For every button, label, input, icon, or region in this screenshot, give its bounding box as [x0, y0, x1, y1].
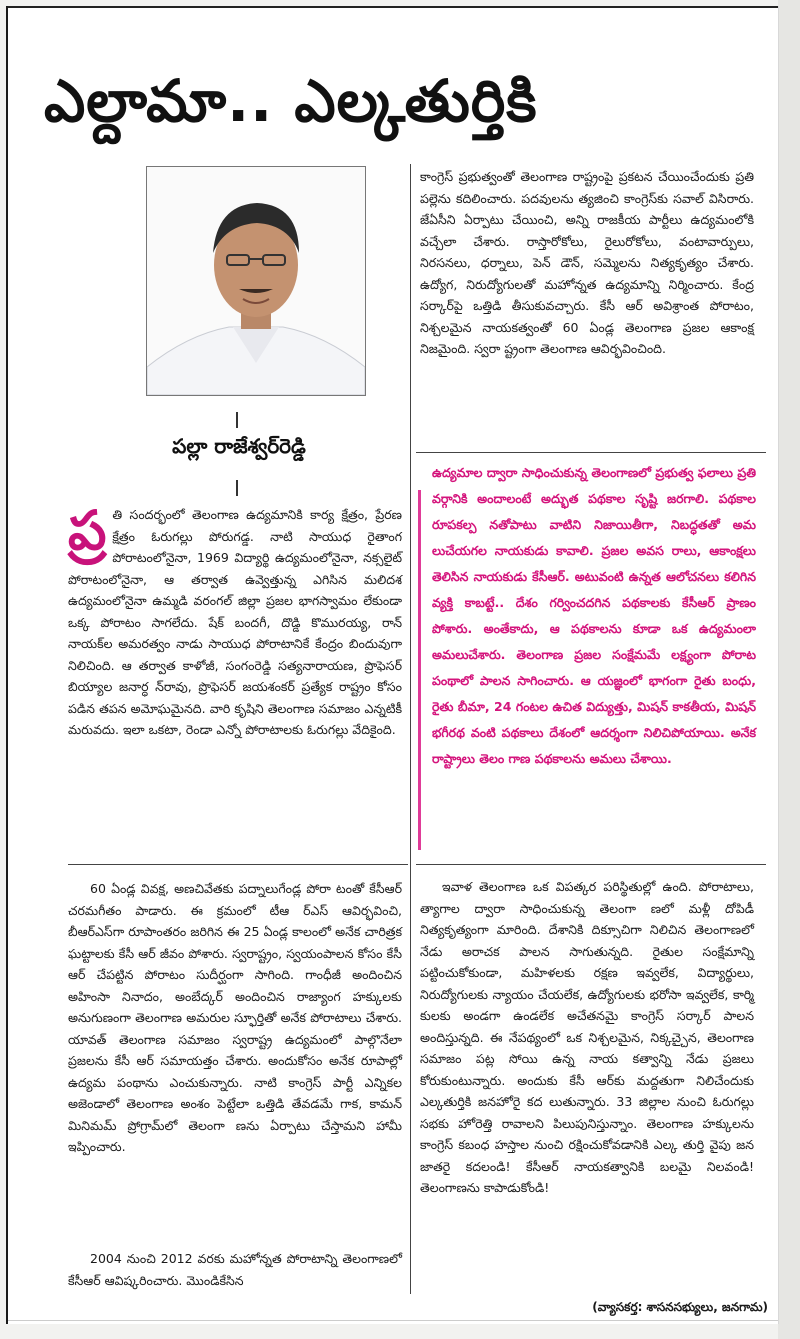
right-column-paragraph-1: కాంగ్రెస్‌ ప్రభుత్వంతో తెలంగాణ రాష్ట్రంపై ప్రకటన చేయించేందుకు ప్రతి పల్లెను కదిలించారు. పదవులను త్యజించి కాంగ్రెస్‌కు సవాల్‌ విసిరారు. జేఏసీని ఏర్పాటు చేయించి, అన్ని రాజకీయ పార్టీలు ఉద్యమంలోకి వచ్చేలా చేశారు. రాస్తారోకోలు, రైలురోకోలు, వంటావార్పులు, నిరసనలు, ధర్నాలు, పెన్‌ డౌన్‌, సమ్మెలను నిత్యకృత్యం చేశారు. ఉద్యోగ, నిరుద్యోగులతో మహోన్నత ఉద్యమాన్ని నిర్మించారు. కేంద్ర సర్కార్‌పై ఒత్తిడి తీసుకువచ్చారు. కేసీ ఆర్‌ అవిశ్రాంత పోరాటం, నిశ్చలమైన నాయకత్వంతో 60 ఏండ్ల తెలంగాణ ప్రజల ఆకాంక్ష నిజమైంది. స్వరా ష్ట్రంగా తెలంగాణ ఆవిర్భవించింది.	[420, 169, 754, 356]
author-photo	[146, 166, 366, 396]
left-col-p1-text: తి సందర్భంలో తెలంగాణ ఉద్యమానికి కార్య క్షేత్రం, ప్రేరణ క్షేత్రం ఓరుగల్లు పోరుగడ్డ. నాటి సాయుధ రైతాంగ పోరాటంలోనైనా, 1969 విద్యార్థి ఉద్యమంలోనైనా, నక్సలైట్‌ పోరాటంలోనైనా, ఆ తర్వాత ఉవ్వెత్తున్న ఎగిసిన మలిదశ ఉద్యమంలోనైనా ఉమ్మడి వరంగల్‌ జిల్లా ప్రజల భాగస్వామం లేకుండా ఒక్క పోరాటం సాగలేదు. షేక్‌ బందగీ, దొడ్డి కొమురయ్య, రాన్‌ నాయక్‌ల అమరత్వం నాడు సాయుధ పోరాటానికే కేంద్రం బిందువుగా నిలిచింది. ఆ తర్వాత కాళోజీ, సంగంరెడ్డి సత్యనారాయణ, ప్రొఫెసర్‌ బియ్యాల జనార్ధ న్‌రావు, ప్రొఫెసర్‌ జయశంకర్‌ ప్రత్యేక రాష్ట్రం కోసం పడిన తపన అమోఘమైనది. వారి కృషిని తెలంగాణ సమాజం ఎన్నటికీ మరువదు. ఇలా ఒకటా, రెండా ఎన్నో పోరాటాలకు ఓరుగల్లు వేదికైంది.	[68, 507, 402, 737]
left-column-paragraph-3: 2004 నుంచి 2012 వరకు మహోన్నత పోరాటాన్ని తెలంగాణలో కేసీఆర్‌ ఆవిష్కరించారు. మొండికేసిన	[68, 1251, 402, 1288]
author-byline: పల్లా రాజేశ్వర్‌రెడ్డి	[172, 434, 306, 458]
left-column-paragraph-2: 60 ఏండ్ల వివక్ష, అణచివేతకు పద్నాలుగేండ్ల పోరా టంతో కేసీఆర్‌ చరమగీతం పాడారు. ఈ క్రమంలో టీఆ ర్‌ఎస్‌ ఆవిర్భవించి, బీఆర్‌ఎస్‌గా రూపాంతరం జరిగిన ఈ 25 ఏండ్ల కాలంలో అనేక చారిత్రక ఘట్టాలకు కేసీ ఆర్‌ జీవం పోశారు. స్వరాష్ట్రం, స్వయంపాలన కోసం కేసీ ఆర్‌ చేపట్టిన పోరాటం సుదీర్ఘంగా సాగింది. గాంధీజీ అందించిన అహింసా నినాదం, అంబేద్కర్‌ అందించిన రాజ్యాంగ హక్కులకు అనుగుణంగా తెలంగాణ అమరుల స్ఫూర్తితో అనేక పోరాటాలు చేశారు. యావత్‌ తెలంగాణ సమాజం స్వరాష్ట్ర ఉద్యమంలో పాల్గొనేలా ప్రజలను కేసీ ఆర్‌ సమాయత్తం చేశారు. అందుకోసం అనేక రూపాల్లో ఉద్యమ పంథాను ఎంచుకున్నారు. నాటి కాంగ్రెస్‌ పార్టీ ఎన్నికల అజెండాలో తెలంగాణ అంశం పెట్టేలా ఒత్తిడి తేవడమే గాక, కామన్‌ మినిమమ్‌ ప్రోగ్రామ్‌లో తెలంగా ణను ఏర్పాటు చేస్తామని హామీ ఇప్పించారు.	[68, 881, 402, 1154]
author-portrait-icon	[147, 167, 365, 395]
left-column-paragraph-1	[68, 499, 402, 741]
author-credit: (వ్యాసకర్త: శాసనసభ్యులు, జనగామ)	[592, 1300, 768, 1314]
column-divider-left	[68, 864, 408, 865]
pull-quote: ఉద్యమాల ద్వారా సాధించుకున్న తెలంగాణలో ప్రభుత్వ ఫలాలు ప్రతి వర్గానికి అందాలంటే అద్భుత పథకాల సృష్టి జరగాలి. పథకాల రూపకల్ప నతోపాటు వాటిని నిజాయితీగా, నిబద్ధతతో అమ లుచేయగల నాయకుడు కావాలి. ప్రజల అవస రాలు, ఆకాంక్షలు తెలిసిన నాయకుడు కేసీఆర్‌. అటువంటి ఉన్నత ఆలోచనలు కలిగిన వ్యక్తి కాబట్టే.. దేశం గర్వించదగిన పథకాలకు కేసీఆర్‌ ప్రాణం పోశారు. అంతేకాదు, ఆ పథకాలను కూడా ఒక ఉద్యమంలా అమలుచేశారు. తెలంగాణ ప్రజల సంక్షేమమే లక్ష్యంగా పోరాట పంథాలో పాలన సాగించారు. ఆ యజ్ఞంలో భాగంగా రైతు బంధు, రైతు బీమా, 24 గంటల ఉచిత విద్యుత్తు, మిషన్‌ కాకతీయ, మిషన్‌ భగీరథ వంటి పథకాలు దేశంలో ఆదర్శంగా నిలిచిపోయాయి. అనేక రాష్ట్రాలు తెలం గాణ పథకాలను అమలు చేశాయి.	[432, 465, 756, 766]
pull-quote-bar	[418, 490, 421, 850]
headline: ఎల్దామా.. ఎల్కతుర్తికి	[44, 67, 538, 135]
right-column-paragraph-2: ఇవాళ తెలంగాణ ఒక విపత్కర పరిస్థితుల్లో ఉంది. పోరాటాలు, త్యాగాల ద్వారా సాధించుకున్న తెలంగా ణలో మళ్లీ దోపిడీ నిత్యకృత్యంగా మారింది. దేశానికి దిక్సూచిగా నిలిచిన తెలంగాణలో నేడు అరాచక పాలన సాగుతున్నది. రైతుల సంక్షేమాన్ని పట్టించుకోకుండా, మహిళలకు రక్షణ ఇవ్వలేక, విద్యార్థులు, నిరుద్యోగులకు న్యాయం చేయలేక, ఉద్యోగులకు భరోసా ఇవ్వలేక, కార్మి కులకు అండగా ఉండలేక అచేతనమై కాంగ్రెస్‌ సర్కార్‌ పాలన అందిస్తున్నది. ఈ నేపథ్యంలో ఒక నిశ్చలమైన, నిక్కచ్చైన, తెలంగాణ సమాజం పట్ల సోయి ఉన్న నాయ కత్వాన్ని నేడు ప్రజలు కోరుకుంటున్నారు. అందుకు కేసీ ఆర్‌కు మద్దతుగా నిలిచేందుకు ఎల్కతుర్తికి జనహోరై కద లుతున్నారు. 33 జిల్లాల నుంచి ఓరుగల్లు సభకు హోరెత్తి రావాలని పిలుపునిస్తున్నాం. తెలంగాణ హక్కులను కాంగ్రెస్‌ కబంధ హస్తాల నుంచి రక్షించుకోవడానికి ఎల్క తుర్తి వైపు జన జాతరై కదలండి! కేసీఆర్‌ నాయకత్వానికి బలమై నిలవండి! తెలంగాణను కాపాడుకోండి!	[420, 879, 754, 1195]
page-gutter	[778, 0, 800, 1339]
byline-tick-bottom	[236, 480, 238, 496]
pull-quote-bottom-rule	[416, 864, 766, 865]
newspaper-page	[6, 6, 779, 1324]
column-rule	[410, 164, 411, 1294]
bottom-rule	[8, 1320, 778, 1321]
byline-tick-top	[236, 412, 238, 428]
top-rule	[8, 6, 778, 8]
dropcap: ప్ర	[68, 499, 107, 562]
pull-quote-top-rule	[416, 452, 766, 453]
